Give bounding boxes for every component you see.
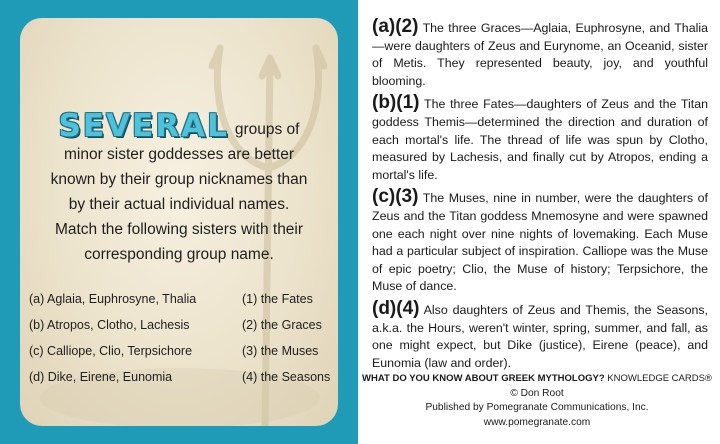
answer-panel xyxy=(372,18,708,376)
answer-key: (a)(2) xyxy=(372,16,419,37)
match-row xyxy=(29,286,334,312)
answer-entry xyxy=(372,297,708,372)
match-sisters: (c) Calliope, Clio, Terpsichore xyxy=(29,344,193,358)
matching-list xyxy=(29,286,334,390)
match-group: (1) the Fates xyxy=(242,292,313,306)
match-group: (3) the Muses xyxy=(242,344,319,358)
lead-word: SEVERAL xyxy=(58,108,229,144)
answer-entry xyxy=(372,94,708,184)
intro-line: Match the following sisters with their xyxy=(54,221,304,238)
answer-text: The three Graces—Aglaia, Euphrosyne, and Thalia—were daughters of Zeus and Eurynome, an Oceanid, sister of Metis. They represented beauty, joy, and youthful blooming. xyxy=(372,21,708,88)
match-group: (4) the Seasons xyxy=(242,370,331,384)
answer-key: (d)(4) xyxy=(372,297,420,319)
question-card xyxy=(20,18,338,426)
answer-text: The Muses, nine in number, were the daughters of Zeus and the Titan goddess Mnemosyne and were spawned one each night over nine nights of lovemaking. Each Muse had a particular subject of inspiration. Calliope was the Muse of epic poetry; Clio, the Muse of history; Terpsichore, the Muse of dance. xyxy=(372,191,708,294)
answer-entry xyxy=(372,188,708,296)
series-title: WHAT DO YOU KNOW ABOUT GREEK MYTHOLOGY? KNOWLEDGE CARDS® xyxy=(362,373,712,384)
match-row xyxy=(29,338,334,364)
intro-line: by their actual individual names. xyxy=(68,196,290,213)
match-row xyxy=(29,312,334,338)
match-sisters: (b) Atropos, Clotho, Lachesis xyxy=(29,318,190,332)
card-front-panel xyxy=(0,0,358,444)
website-url: www.pomegranate.com xyxy=(483,416,591,428)
intro-line: SEVERAL groups of xyxy=(58,108,300,144)
intro-line: minor sister goddesses are better xyxy=(63,146,295,163)
answer-key: (b)(1) xyxy=(372,92,420,114)
answer-text: Also daughters of Zeus and Themis, the Seasons, a.k.a. the Hours, weren't winter, spring, summer, and fall, as one might expect, but Dike (justice), Eirene (peace), and Eunomia (law and order). xyxy=(372,302,708,370)
copyright: © Don Root xyxy=(510,387,564,399)
match-sisters: (a) Aglaia, Euphrosyne, Thalia xyxy=(29,292,197,306)
credits-footer xyxy=(362,372,712,430)
intro-line: known by their group nicknames than xyxy=(50,171,308,188)
intro-line: corresponding group name. xyxy=(84,246,274,263)
answer-text: The three Fates—daughters of Zeus and the Titan goddess Themis—determined the direction and duration of each mortal's life. The thread of life was spun by Clotho, measured by Lachesis, and finally cut by Atropos, ending a mortal's life. xyxy=(372,97,708,182)
match-sisters: (d) Dike, Eirene, Eunomia xyxy=(29,370,173,384)
answer-key: (c)(3) xyxy=(372,186,419,208)
question-text xyxy=(20,108,338,267)
answer-entry xyxy=(372,18,708,90)
match-group: (2) the Graces xyxy=(242,318,322,332)
match-row xyxy=(29,364,334,390)
publisher: Published by Pomegranate Communications, Inc. xyxy=(425,402,649,413)
